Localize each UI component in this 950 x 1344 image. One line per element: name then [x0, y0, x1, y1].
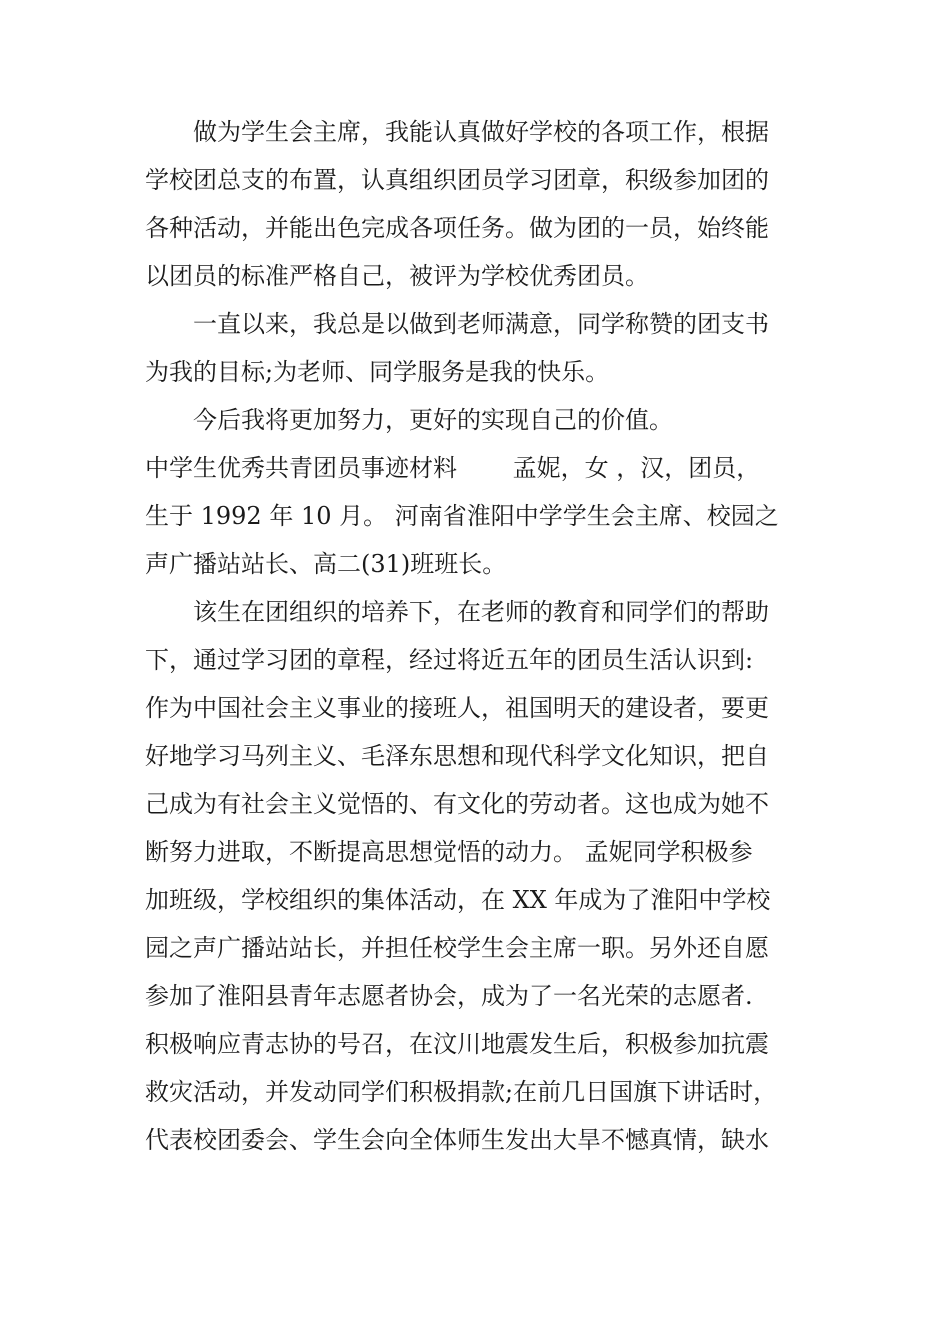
- text-line: 以团员的标准严格自己，被评为学校优秀团员。: [145, 262, 649, 290]
- text-line: 为我的目标;为老师、同学服务是我的快乐。: [145, 358, 610, 386]
- text-line: 下，通过学习团的章程，经过将近五年的团员生活认识到:: [145, 646, 754, 674]
- text-line: 作为中国社会主义事业的接班人，祖国明天的建设者，要更: [145, 694, 769, 722]
- text-line: 做为学生会主席，我能认真做好学校的各项工作，根据: [145, 118, 769, 146]
- text-line: 己成为有社会主义觉悟的、有文化的劳动者。这也成为她不: [145, 790, 769, 818]
- section-heading-line: 中学生优秀共青团员事迹材料 孟妮，女 ，汉，团员，: [145, 454, 761, 482]
- text-line: 加班级，学校组织的集体活动，在 XX 年成为了淮阳中学校: [145, 886, 771, 914]
- text-line: 一直以来，我总是以做到老师满意，同学称赞的团支书: [145, 310, 769, 338]
- document-body: [145, 108, 825, 1164]
- text-line: 各种活动，并能出色完成各项任务。做为团的一员，始终能: [145, 214, 769, 242]
- text-line: 声广播站站长、高二(31)班班长。: [145, 550, 507, 578]
- text-line: 该生在团组织的培养下，在老师的教育和同学们的帮助: [145, 598, 769, 626]
- text-line: 断努力进取，不断提高思想觉悟的动力。 孟妮同学积极参: [145, 838, 753, 866]
- text-line: 好地学习马列主义、毛泽东思想和现代科学文化知识，把自: [145, 742, 769, 770]
- text-line: 今后我将更加努力，更好的实现自己的价值。: [145, 406, 673, 434]
- text-line: 园之声广播站站长，并担任校学生会主席一职。另外还自愿: [145, 934, 769, 962]
- text-line: 积极响应青志协的号召，在汶川地震发生后，积极参加抗震: [145, 1030, 769, 1058]
- text-line: 学校团总支的布置，认真组织团员学习团章，积级参加团的: [145, 166, 769, 194]
- text-line: 生于 1992 年 10 月。 河南省淮阳中学学生会主席、校园之: [145, 502, 779, 530]
- text-line: 救灾活动，并发动同学们积极捐款;在前几日国旗下讲话时，: [145, 1078, 778, 1106]
- text-line: 代表校团委会、学生会向全体师生发出大旱不憾真情，缺水: [145, 1126, 769, 1154]
- text-line: 参加了淮阳县青年志愿者协会，成为了一名光荣的志愿者.: [145, 982, 753, 1010]
